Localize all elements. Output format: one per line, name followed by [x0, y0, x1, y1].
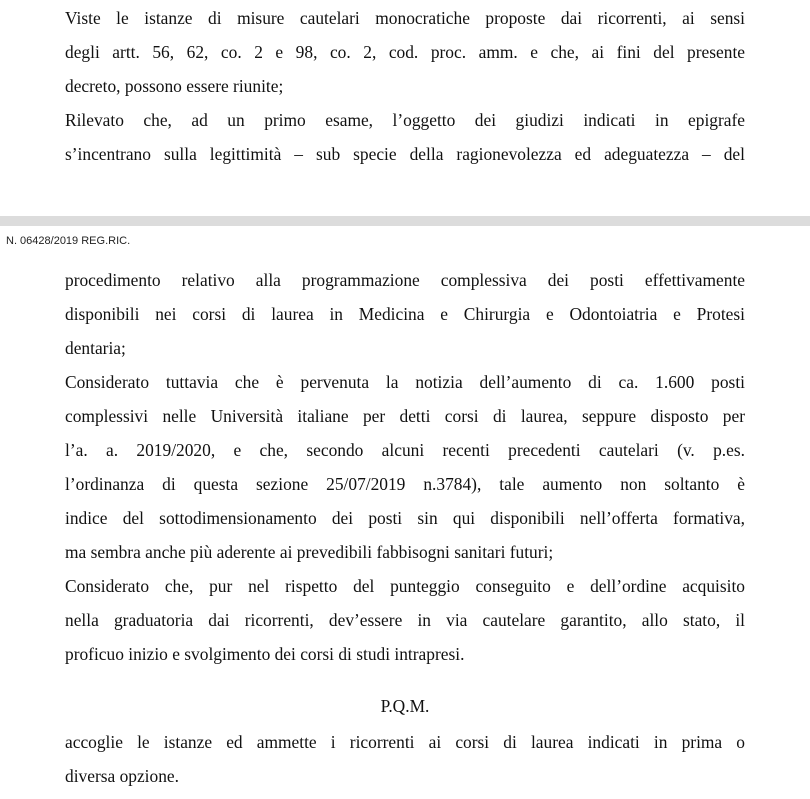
text-line: decreto, possono essere riunite; [65, 76, 284, 96]
text-line: nella graduatoria dai ricorrenti, dev’essere in via cautelare garantito, allo stato, il [65, 610, 745, 630]
text-line: proficuo inizio e svolgimento dei corsi di studi intrapresi. [65, 644, 465, 664]
text-line: degli artt. 56, 62, co. 2 e 98, co. 2, cod. proc. amm. e che, ai fini del presente [65, 42, 745, 62]
text-line: disponibili nei corsi di laurea in Medicina e Chirurgia e Odontoiatria e Protesi [65, 304, 745, 324]
decision-line: accoglie le istanze ed ammette i ricorrenti ai corsi di laurea indicati in prima o [65, 732, 745, 752]
decision-line: diversa opzione. [65, 766, 179, 786]
text-line: complessivi nelle Università italiane per detti corsi di laurea, seppure disposto per [65, 406, 745, 426]
text-line: Rilevato che, ad un primo esame, l’oggetto dei giudizi indicati in epigrafe [65, 110, 745, 130]
text-line: indice del sottodimensionamento dei posti sin qui disponibili nell’offerta formativa, [65, 508, 745, 528]
pqm-heading: P.Q.M. [380, 696, 430, 716]
case-reference-header: N. 06428/2019 REG.RIC. [6, 235, 131, 247]
text-line: l’ordinanza di questa sezione 25/07/2019 n.3784), tale aumento non soltanto è [65, 474, 745, 494]
text-line: procedimento relativo alla programmazione complessiva dei posti effettivamente [65, 270, 745, 290]
text-line: Considerato che, pur nel rispetto del punteggio conseguito e dell’ordine acquisito [65, 576, 745, 596]
document-page-top [0, 0, 810, 216]
text-line: dentaria; [65, 338, 126, 358]
document-page-bottom [0, 226, 810, 799]
text-line: l’a. a. 2019/2020, e che, secondo alcuni recenti precedenti cautelari (v. p.es. [65, 440, 745, 460]
text-line: Viste le istanze di misure cautelari monocratiche proposte dai ricorrenti, ai sensi [65, 8, 745, 28]
text-line: Considerato tuttavia che è pervenuta la notizia dell’aumento di ca. 1.600 posti [65, 372, 745, 392]
text-line: ma sembra anche più aderente ai prevedibili fabbisogni sanitari futuri; [65, 542, 554, 562]
page-separator [0, 216, 810, 226]
text-line: s’incentrano sulla legittimità – sub specie della ragionevolezza ed adeguatezza – del [65, 144, 745, 164]
